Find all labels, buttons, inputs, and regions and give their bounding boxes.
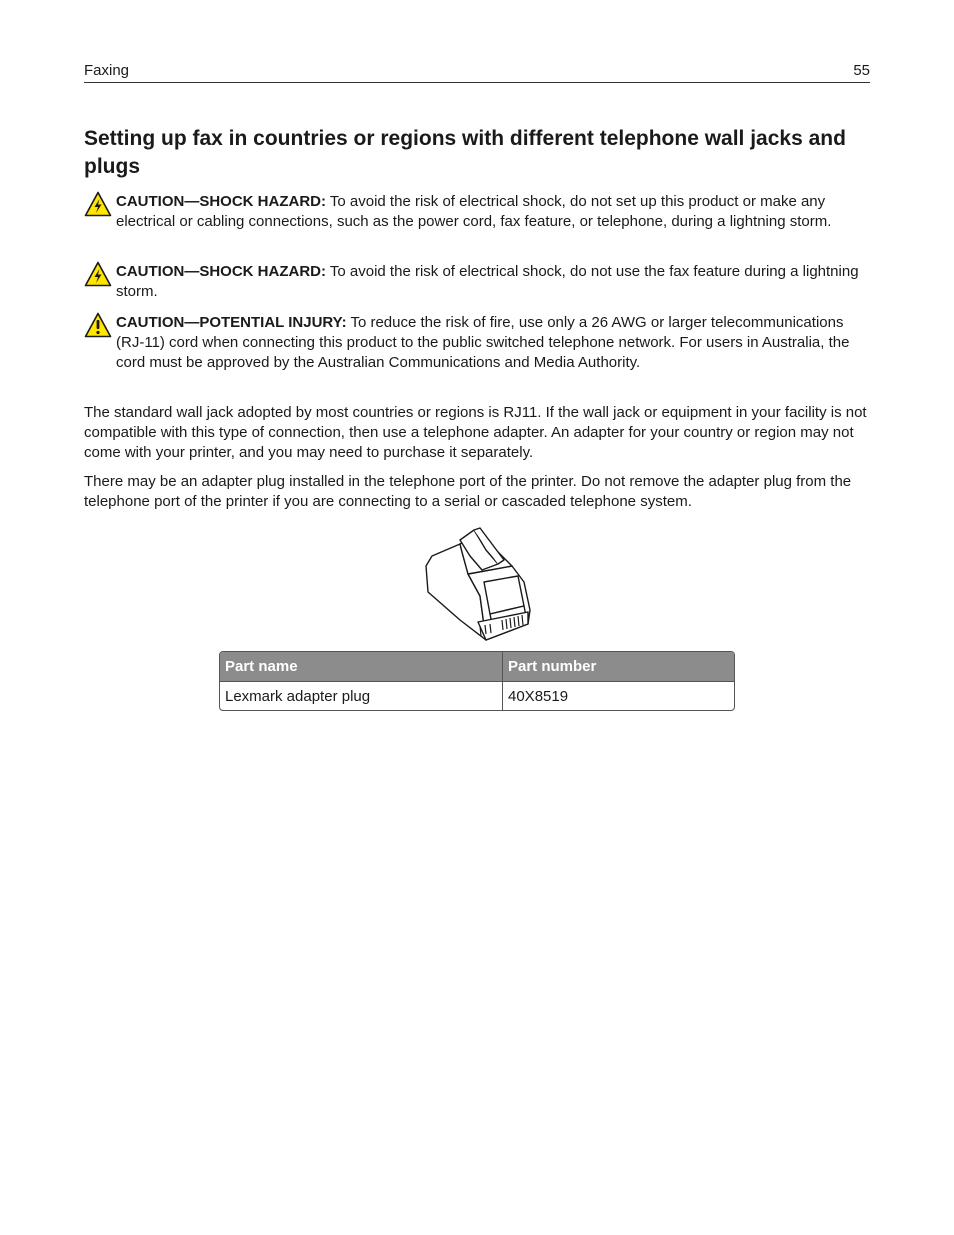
body-paragraph-rj11: The standard wall jack adopted by most countries or regions is RJ11. If the wall jack or equipment in your facility is not compatible with this type of connection, then use a telephone adapter. An adapter for your country or region may not come with your printer, and you may need to purchase it separately. <box>84 404 867 461</box>
caution-text: To avoid the risk of electrical shock, do not set up this product or make any electrical or cabling connections, such as the power cord, fax feature, or telephone, during a lightning storm. <box>116 193 832 230</box>
table-row <box>220 681 734 710</box>
caution-potential-injury <box>84 313 870 373</box>
cell-part-number: 40X8519 <box>503 681 734 710</box>
warning-icon <box>84 312 112 338</box>
page-header <box>84 61 870 83</box>
section-name: Faxing <box>84 62 130 79</box>
caution-shock-hazard-2 <box>84 262 870 302</box>
column-header-part-number: Part number <box>503 652 734 681</box>
page-title: Setting up fax in countries or regions with different telephone wall jacks and plugs <box>84 127 846 178</box>
caution-shock-hazard-1 <box>84 192 870 232</box>
caution-label: CAUTION—SHOCK HAZARD: <box>116 193 326 210</box>
caution-text: To reduce the risk of fire, use only a 26 AWG or larger telecommunications (RJ‑11) cord when connecting this product to the public switched telephone network. For users in Australia, the cord must be approved by the Australian Communications and Media Authority. <box>116 314 850 371</box>
column-header-part-name: Part name <box>220 652 503 681</box>
adapter-plug-illustration <box>420 526 532 644</box>
caution-text: To avoid the risk of electrical shock, do not use the fax feature during a lightning storm. <box>116 263 859 300</box>
page-number: 55 <box>853 62 870 79</box>
shock-hazard-icon <box>84 191 112 217</box>
cell-part-name: Lexmark adapter plug <box>220 681 503 710</box>
table-header-row <box>220 652 734 681</box>
caution-label: CAUTION—POTENTIAL INJURY: <box>116 314 347 331</box>
parts-table <box>219 651 735 711</box>
shock-hazard-icon <box>84 261 112 287</box>
body-paragraph-adapter: There may be an adapter plug installed in the telephone port of the printer. Do not remove the adapter plug from the telephone port of the printer if you are connecting to a serial or cascaded telephone system. <box>84 473 852 510</box>
caution-label: CAUTION—SHOCK HAZARD: <box>116 263 326 280</box>
